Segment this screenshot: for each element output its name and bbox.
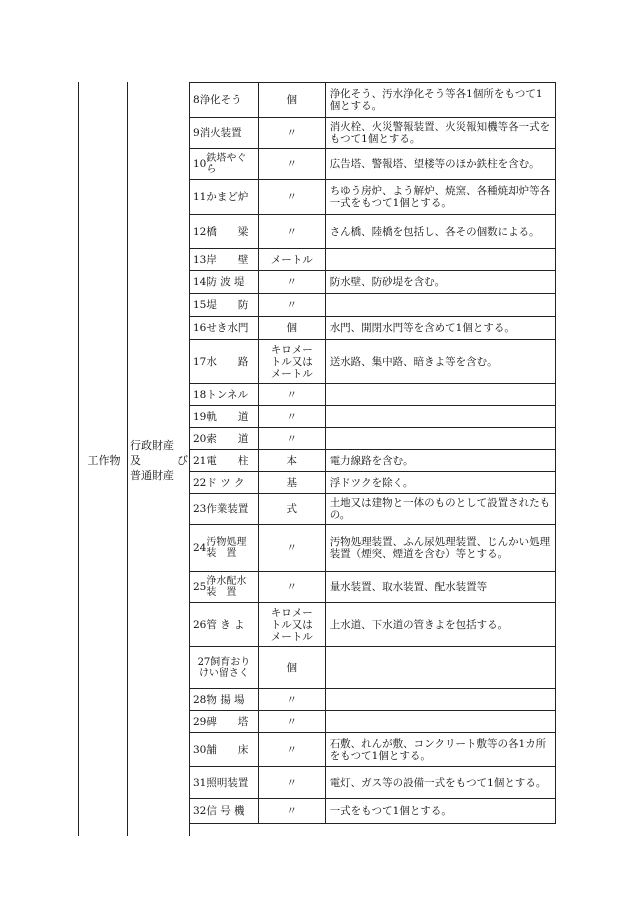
item-number: 25 bbox=[193, 581, 207, 593]
item-unit-cell bbox=[258, 767, 325, 799]
item-unit: 〃 bbox=[286, 693, 298, 706]
item-note-cell bbox=[325, 525, 555, 572]
item-note-cell bbox=[325, 384, 555, 406]
item-name bbox=[193, 744, 255, 756]
item-number: 15 bbox=[193, 299, 207, 311]
item-name-cell bbox=[190, 428, 259, 450]
item-note-cell bbox=[325, 472, 555, 494]
item-unit: 式 bbox=[286, 503, 298, 515]
item-number: 9 bbox=[193, 127, 200, 139]
item-name-cell bbox=[190, 647, 259, 689]
item-name bbox=[193, 537, 255, 559]
table-row bbox=[190, 271, 556, 294]
item-number: 21 bbox=[193, 454, 207, 467]
item-note-cell bbox=[325, 603, 555, 647]
item-note: 広告塔、警報塔、望楼等のほか鉄柱を含む。 bbox=[329, 158, 540, 170]
table-row bbox=[190, 572, 556, 603]
item-label: 飼育おりけい留さく bbox=[198, 656, 251, 679]
item-unit-cell bbox=[258, 149, 325, 180]
item-unit: 〃 bbox=[286, 127, 298, 139]
item-unit: 〃 bbox=[286, 805, 298, 817]
table-row bbox=[190, 767, 556, 799]
item-note-cell bbox=[325, 149, 555, 180]
item-name bbox=[193, 254, 255, 266]
item-unit: 〃 bbox=[286, 388, 298, 401]
item-note-cell bbox=[325, 118, 555, 149]
item-name-cell bbox=[190, 450, 259, 472]
item-label: 防 波 堤 bbox=[206, 276, 245, 288]
item-name bbox=[193, 356, 255, 368]
item-name-cell bbox=[190, 494, 259, 525]
item-name-cell bbox=[190, 711, 259, 733]
item-note: 上水道、下水道の管きよを包括する。 bbox=[329, 618, 509, 631]
item-label: 鉄塔やぐら bbox=[206, 153, 247, 175]
item-unit: 〃 bbox=[286, 158, 298, 170]
item-name-cell bbox=[190, 83, 259, 118]
item-unit-cell bbox=[258, 450, 325, 472]
item-unit-cell bbox=[258, 603, 325, 647]
item-number: 31 bbox=[193, 776, 207, 789]
item-name bbox=[193, 657, 255, 679]
item-number: 24 bbox=[193, 542, 207, 554]
table-row bbox=[190, 149, 556, 180]
table-row bbox=[190, 733, 556, 767]
item-label: 汚物処理装 置 bbox=[206, 537, 247, 559]
item-note: 送水路、集中路、暗きよ等を含む。 bbox=[329, 355, 498, 368]
item-name-cell bbox=[190, 340, 259, 384]
item-label: 水 路 bbox=[206, 355, 249, 368]
item-note: 汚物処理装置、ふん尿処理装置、じんかい処理装置（煙突、煙道を含む）等とする。 bbox=[329, 536, 551, 560]
item-name-cell bbox=[190, 572, 259, 603]
item-note-cell bbox=[325, 428, 555, 450]
item-number: 29 bbox=[193, 715, 207, 728]
item-label: 岸 壁 bbox=[206, 253, 249, 266]
item-number: 10 bbox=[193, 158, 207, 170]
item-note: ちゆう房炉、よう解炉、焼窯、各種焼却炉等各一式をもつて1個とする。 bbox=[329, 185, 551, 209]
table-row bbox=[190, 450, 556, 472]
item-number: 27 bbox=[197, 656, 211, 668]
item-note: 石敷、れんが敷、コンクリート敷等の各1カ所をもつて1個とする。 bbox=[329, 737, 547, 762]
item-unit-cell bbox=[258, 118, 325, 149]
item-name-cell bbox=[190, 271, 259, 294]
item-name bbox=[193, 716, 255, 728]
item-note: 水門、開閉水門等を含めて1個とする。 bbox=[329, 322, 515, 334]
item-number: 19 bbox=[193, 410, 207, 423]
item-unit: 〃 bbox=[286, 743, 298, 756]
item-unit-cell bbox=[258, 572, 325, 603]
table-row bbox=[190, 384, 556, 406]
item-note-cell bbox=[325, 799, 555, 824]
item-name-cell bbox=[190, 603, 259, 647]
item-unit-cell bbox=[258, 647, 325, 689]
item-label: 照明装置 bbox=[206, 776, 249, 789]
item-name bbox=[193, 94, 255, 106]
category-line-2: 及 び bbox=[130, 454, 188, 467]
category-divider-line bbox=[127, 82, 128, 836]
item-unit: キロメートル又はメートル bbox=[270, 343, 313, 380]
item-label: 索 道 bbox=[206, 432, 249, 445]
item-name bbox=[193, 276, 255, 288]
item-unit-cell bbox=[258, 406, 325, 428]
item-number: 13 bbox=[193, 253, 207, 266]
item-number: 18 bbox=[193, 388, 207, 401]
item-number: 12 bbox=[193, 225, 207, 238]
table-row bbox=[190, 647, 556, 689]
item-name bbox=[193, 127, 255, 139]
item-note: さん橋、陸橋を包括し、各その個数による。 bbox=[329, 225, 540, 238]
item-unit-cell bbox=[258, 428, 325, 450]
item-number: 26 bbox=[193, 618, 207, 631]
item-note-cell bbox=[325, 689, 555, 711]
item-name-cell bbox=[190, 799, 259, 824]
item-label: ド ツ ク bbox=[206, 476, 245, 489]
table-row bbox=[190, 472, 556, 494]
item-unit: 〃 bbox=[286, 299, 298, 311]
item-name bbox=[193, 153, 255, 175]
item-note: 量水装置、取水装置、配水装置等 bbox=[329, 581, 488, 593]
item-note-cell bbox=[325, 647, 555, 689]
item-name bbox=[193, 503, 255, 515]
item-unit: 本 bbox=[286, 454, 298, 467]
item-unit-cell bbox=[258, 83, 325, 118]
item-unit: 個 bbox=[286, 322, 298, 334]
item-name-cell bbox=[190, 406, 259, 428]
item-name-cell bbox=[190, 525, 259, 572]
item-note: 土地又は建物と一体のものとして設置されたもの。 bbox=[329, 497, 551, 521]
item-name bbox=[193, 805, 255, 817]
item-label: 浄化そう bbox=[199, 94, 242, 106]
item-number: 8 bbox=[193, 94, 200, 106]
item-unit-cell bbox=[258, 711, 325, 733]
item-name-cell bbox=[190, 215, 259, 249]
property-classification-sheet bbox=[78, 82, 556, 836]
item-unit-cell bbox=[258, 340, 325, 384]
item-name-cell bbox=[190, 294, 259, 317]
item-unit-cell bbox=[258, 180, 325, 215]
item-unit: 〃 bbox=[286, 715, 298, 728]
table-row bbox=[190, 525, 556, 572]
item-name bbox=[193, 389, 255, 401]
item-name-cell bbox=[190, 733, 259, 767]
item-unit: 個 bbox=[286, 94, 298, 106]
category-administrative-and-general-property bbox=[130, 438, 188, 483]
item-name-cell bbox=[190, 689, 259, 711]
item-name bbox=[193, 694, 255, 706]
item-name bbox=[193, 226, 255, 238]
category-line-3: 普通財産 bbox=[130, 469, 174, 482]
item-unit-cell bbox=[258, 494, 325, 525]
item-label: 電 柱 bbox=[206, 454, 249, 467]
item-unit: 〃 bbox=[286, 776, 298, 789]
item-label: 作業装置 bbox=[206, 503, 249, 515]
table-row bbox=[190, 799, 556, 824]
item-label: かまど炉 bbox=[206, 191, 249, 203]
item-name-cell bbox=[190, 180, 259, 215]
item-label: トンネル bbox=[206, 388, 249, 401]
item-label: 信 号 機 bbox=[206, 805, 245, 817]
item-unit: 〃 bbox=[286, 581, 298, 593]
item-note-cell bbox=[325, 711, 555, 733]
item-unit-cell bbox=[258, 799, 325, 824]
item-note: 一式をもつて1個とする。 bbox=[329, 805, 452, 817]
item-label: 管 き よ bbox=[206, 618, 245, 631]
item-label: 消火装置 bbox=[199, 127, 242, 139]
item-name bbox=[193, 576, 255, 598]
item-name bbox=[193, 455, 255, 467]
item-name bbox=[193, 433, 255, 445]
item-note-cell bbox=[325, 340, 555, 384]
item-name-cell bbox=[190, 118, 259, 149]
category-structures: 工作物 bbox=[87, 454, 121, 467]
item-name-cell bbox=[190, 384, 259, 406]
item-unit: 〃 bbox=[286, 276, 298, 288]
item-note-cell bbox=[325, 180, 555, 215]
item-name-cell bbox=[190, 249, 259, 271]
table-row bbox=[190, 83, 556, 118]
item-number: 28 bbox=[193, 693, 207, 706]
table-row bbox=[190, 428, 556, 450]
table-row bbox=[190, 317, 556, 340]
item-number: 17 bbox=[193, 355, 207, 368]
item-note: 浄化そう、汚水浄化そう等各1個所をもつて1個とする。 bbox=[329, 88, 543, 112]
table-row bbox=[190, 118, 556, 149]
item-unit-cell bbox=[258, 215, 325, 249]
table-row bbox=[190, 711, 556, 733]
item-name bbox=[193, 477, 255, 489]
item-unit: 〃 bbox=[286, 410, 298, 423]
item-note-cell bbox=[325, 249, 555, 271]
item-number: 11 bbox=[193, 191, 207, 203]
item-note-cell bbox=[325, 406, 555, 428]
item-unit-cell bbox=[258, 689, 325, 711]
item-name bbox=[193, 777, 255, 789]
item-note: 浮ドツクを除く。 bbox=[329, 476, 414, 489]
item-unit-cell bbox=[258, 294, 325, 317]
item-label: せき水門 bbox=[206, 322, 249, 334]
item-note: 電力線路を含む。 bbox=[329, 454, 414, 467]
item-unit: キロメートル又はメートル bbox=[270, 606, 313, 643]
item-name-cell bbox=[190, 149, 259, 180]
item-note-cell bbox=[325, 317, 555, 340]
items-table bbox=[189, 82, 556, 824]
item-number: 22 bbox=[193, 476, 207, 489]
item-number: 30 bbox=[193, 743, 207, 756]
item-unit: 〃 bbox=[286, 191, 298, 203]
item-unit: 〃 bbox=[286, 432, 298, 445]
table-row bbox=[190, 406, 556, 428]
item-note-cell bbox=[325, 83, 555, 118]
item-name-cell bbox=[190, 767, 259, 799]
item-unit: 個 bbox=[286, 661, 298, 674]
item-name bbox=[193, 299, 255, 311]
left-border-line bbox=[78, 82, 79, 836]
item-unit-cell bbox=[258, 249, 325, 271]
item-name-cell bbox=[190, 472, 259, 494]
table-row bbox=[190, 294, 556, 317]
item-label: 物 揚 場 bbox=[206, 693, 245, 706]
item-note-cell bbox=[325, 271, 555, 294]
item-note-cell bbox=[325, 294, 555, 317]
item-unit: 基 bbox=[286, 476, 298, 489]
item-unit: メートル bbox=[270, 253, 313, 266]
item-unit-cell bbox=[258, 384, 325, 406]
item-note-cell bbox=[325, 572, 555, 603]
item-note: 電灯、ガス等の設備一式をもつて1個とする。 bbox=[329, 776, 547, 789]
item-name-cell bbox=[190, 317, 259, 340]
table-row bbox=[190, 689, 556, 711]
item-name bbox=[193, 191, 255, 203]
table-row bbox=[190, 249, 556, 271]
item-number: 16 bbox=[193, 322, 207, 334]
item-label: 橋 梁 bbox=[206, 225, 249, 238]
item-label: 軌 道 bbox=[206, 410, 249, 423]
item-note-cell bbox=[325, 767, 555, 799]
table-row bbox=[190, 494, 556, 525]
item-number: 14 bbox=[193, 276, 207, 288]
item-number: 23 bbox=[193, 503, 207, 515]
item-unit-cell bbox=[258, 472, 325, 494]
item-label: 堤 防 bbox=[206, 299, 249, 311]
item-number: 20 bbox=[193, 432, 207, 445]
item-unit-cell bbox=[258, 271, 325, 294]
item-unit-cell bbox=[258, 317, 325, 340]
item-name bbox=[193, 322, 255, 334]
item-unit-cell bbox=[258, 525, 325, 572]
item-unit-cell bbox=[258, 733, 325, 767]
table-row bbox=[190, 603, 556, 647]
category-line-1: 行政財産 bbox=[130, 439, 174, 452]
table-row bbox=[190, 215, 556, 249]
item-unit: 〃 bbox=[286, 225, 298, 238]
item-unit: 〃 bbox=[286, 542, 298, 554]
item-note-cell bbox=[325, 494, 555, 525]
item-label: 浄水配水装 置 bbox=[206, 576, 247, 598]
item-note: 消火栓、火災警報装置、火災報知機等各一式をもつて1個とする。 bbox=[329, 121, 551, 145]
item-note-cell bbox=[325, 215, 555, 249]
item-label: 碑 塔 bbox=[206, 715, 249, 728]
item-label: 舗 床 bbox=[206, 743, 249, 756]
table-row bbox=[190, 180, 556, 215]
table-row bbox=[190, 340, 556, 384]
item-note-cell bbox=[325, 450, 555, 472]
item-note-cell bbox=[325, 733, 555, 767]
item-note: 防水壁、防砂堤を含む。 bbox=[329, 276, 446, 288]
item-name bbox=[193, 619, 255, 631]
item-number: 32 bbox=[193, 805, 207, 817]
item-name bbox=[193, 411, 255, 423]
